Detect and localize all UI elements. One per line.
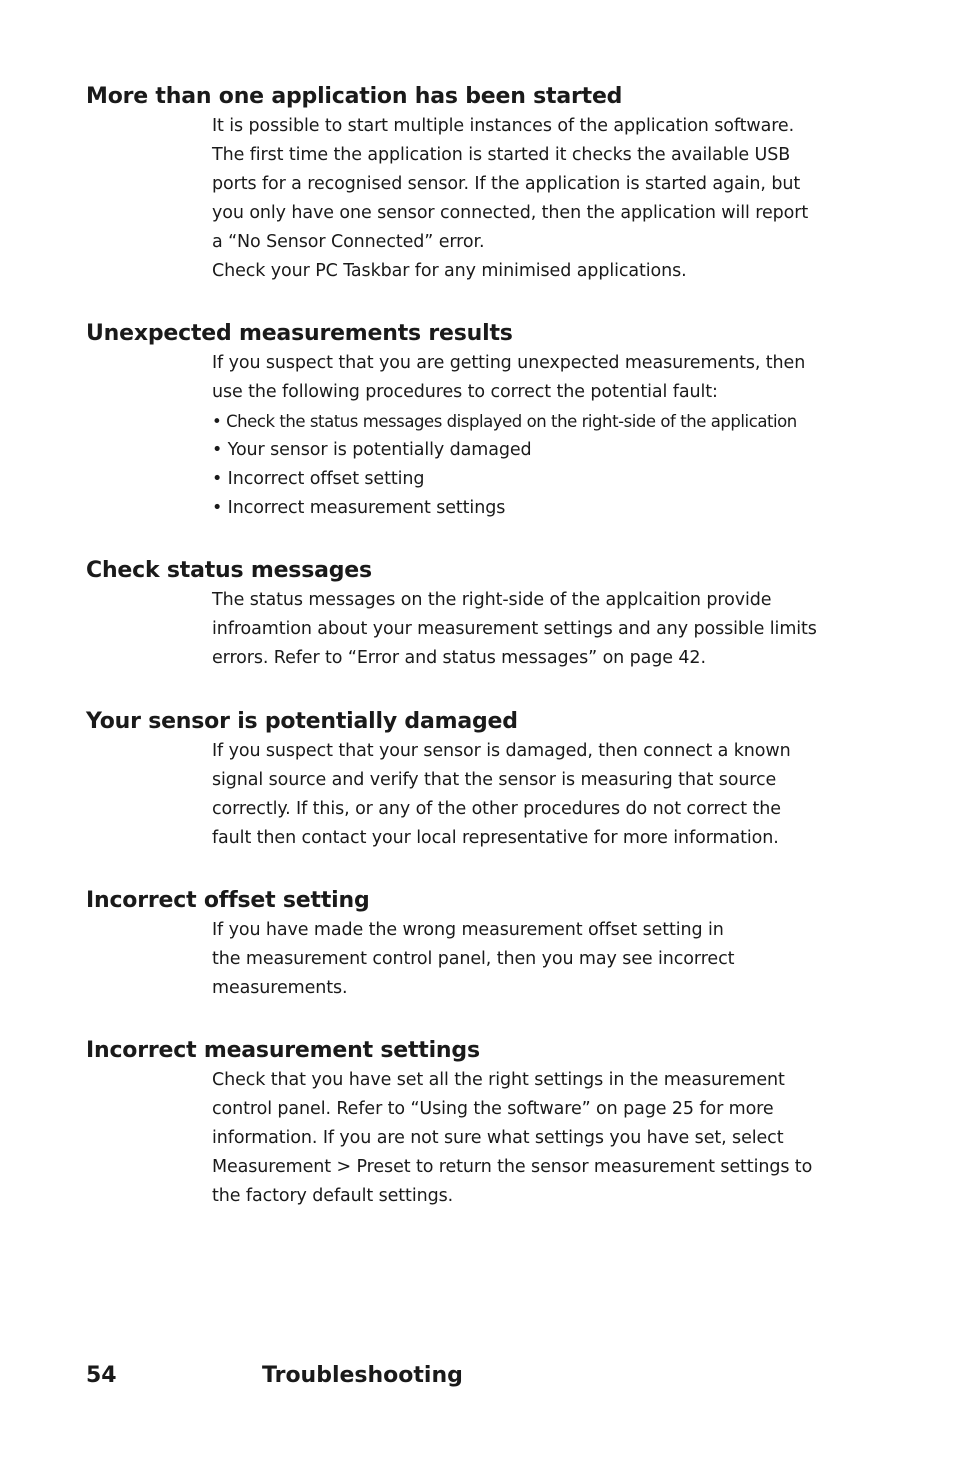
- body-line: If you suspect that your sensor is damaged, then connect a known: [212, 741, 791, 761]
- section-check-status-messages: [86, 556, 886, 673]
- body-line: fault then contact your local representative for more information.: [212, 828, 779, 848]
- body-line: If you have made the wrong measurement offset setting in: [212, 920, 724, 940]
- body-line: infroamtion about your measurement settings and any possible limits: [212, 619, 817, 639]
- list-item: • Check the status messages displayed on the right-side of the application: [212, 412, 797, 431]
- body-line: signal source and verify that the sensor is measuring that source: [212, 770, 777, 790]
- section-unexpected-measurements: [86, 319, 886, 523]
- section-heading: More than one application has been started: [86, 84, 623, 109]
- body-line: If you suspect that you are getting unexpected measurements, then: [212, 353, 806, 373]
- section-body: [212, 586, 872, 673]
- body-line: Check that you have set all the right settings in the measurement: [212, 1070, 785, 1090]
- section-body: [212, 916, 872, 1003]
- section-sensor-damaged: [86, 707, 886, 853]
- body-line: a “No Sensor Connected” error.: [212, 232, 485, 252]
- body-line: ports for a recognised sensor. If the application is started again, but: [212, 174, 801, 194]
- section-heading: Your sensor is potentially damaged: [86, 709, 518, 734]
- section-multiple-applications: [86, 82, 886, 286]
- body-line: It is possible to start multiple instances of the application software.: [212, 116, 795, 136]
- body-line: The status messages on the right-side of the applcaition provide: [212, 590, 772, 610]
- body-line: you only have one sensor connected, then the application will report: [212, 203, 809, 223]
- section-heading: Unexpected measurements results: [86, 321, 513, 346]
- body-line: the measurement control panel, then you may see incorrect: [212, 949, 735, 969]
- section-heading: Check status messages: [86, 558, 372, 583]
- page-number: 54: [86, 1363, 117, 1388]
- body-line: control panel. Refer to “Using the software” on page 25 for more: [212, 1099, 774, 1119]
- body-line: information. If you are not sure what settings you have set, select: [212, 1128, 784, 1148]
- section-heading: Incorrect measurement settings: [86, 1038, 480, 1063]
- section-body: [212, 349, 872, 523]
- procedure-list: [212, 407, 872, 523]
- section-body: [212, 1066, 872, 1211]
- section-body: [212, 737, 872, 853]
- chapter-title: Troubleshooting: [262, 1363, 463, 1388]
- body-line: errors. Refer to “Error and status messages” on page 42.: [212, 648, 706, 668]
- body-line: measurements.: [212, 978, 348, 998]
- list-item: • Your sensor is potentially damaged: [212, 440, 532, 460]
- body-line: the factory default settings.: [212, 1186, 454, 1206]
- body-line: use the following procedures to correct the potential fault:: [212, 382, 718, 402]
- page-footer: [86, 1359, 686, 1393]
- body-line: The first time the application is started it checks the available USB: [212, 145, 791, 165]
- section-incorrect-offset: [86, 886, 886, 1003]
- list-item: • Incorrect offset setting: [212, 469, 425, 489]
- section-heading: Incorrect offset setting: [86, 888, 370, 913]
- body-line: Check your PC Taskbar for any minimised applications.: [212, 261, 687, 281]
- body-line: Measurement > Preset to return the sensor measurement settings to: [212, 1157, 813, 1177]
- section-body: [212, 112, 872, 286]
- list-item: • Incorrect measurement settings: [212, 498, 506, 518]
- body-line: correctly. If this, or any of the other procedures do not correct the: [212, 799, 781, 819]
- section-incorrect-measurement-settings: [86, 1036, 886, 1211]
